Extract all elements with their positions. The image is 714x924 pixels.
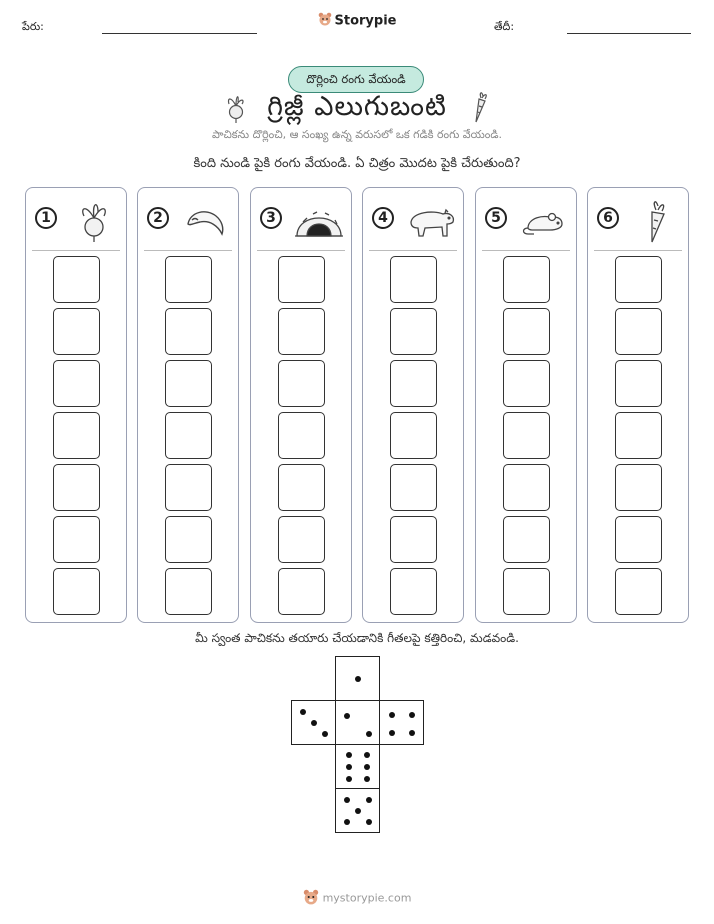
color-box[interactable] — [165, 308, 212, 355]
date-line[interactable] — [567, 33, 691, 34]
brand-name: Storypie — [334, 13, 397, 29]
color-box[interactable] — [165, 412, 212, 459]
pip — [322, 731, 328, 737]
color-box[interactable] — [390, 412, 437, 459]
color-box[interactable] — [390, 308, 437, 355]
cut-instruction: మీ స్వంత పాచికను తయారు చేయడానికి గీతలపై కత్తిరించి, మడవండి. — [195, 631, 519, 645]
claw-icon — [180, 198, 232, 244]
pip — [366, 797, 372, 803]
pip — [409, 712, 415, 718]
color-box[interactable] — [278, 360, 325, 407]
pip — [344, 819, 350, 825]
color-box[interactable] — [615, 516, 662, 563]
column-6 — [587, 187, 689, 623]
beet-icon — [68, 198, 120, 244]
activity-badge: దొర్లించి రంగు వేయండి — [288, 66, 424, 93]
pip — [355, 676, 361, 682]
column-5 — [475, 187, 577, 623]
footer-url[interactable]: mystorypie.com — [322, 891, 412, 905]
pip — [364, 776, 370, 782]
color-box[interactable] — [278, 464, 325, 511]
color-box[interactable] — [615, 360, 662, 407]
color-box[interactable] — [278, 308, 325, 355]
bear-logo-icon — [303, 889, 319, 908]
column-number: 2 — [147, 207, 169, 229]
color-box[interactable] — [503, 464, 550, 511]
color-box[interactable] — [615, 412, 662, 459]
pip — [389, 730, 395, 736]
color-box[interactable] — [165, 516, 212, 563]
color-box[interactable] — [390, 360, 437, 407]
column-1 — [25, 187, 127, 623]
pip — [300, 709, 306, 715]
dice-face-2 — [335, 700, 380, 745]
dice-face-3 — [291, 700, 336, 745]
pip — [364, 752, 370, 758]
column-3 — [250, 187, 352, 623]
column-divider — [369, 250, 457, 251]
bear-icon — [405, 198, 457, 244]
column-number: 4 — [372, 207, 394, 229]
column-divider — [32, 250, 120, 251]
column-number: 1 — [35, 207, 57, 229]
brand-logo — [0, 12, 714, 30]
color-box[interactable] — [278, 568, 325, 615]
page-title: గ్రిజ్లీ ఎలుగుబంటి — [267, 91, 447, 122]
dice-face-4 — [379, 700, 424, 745]
column-divider — [482, 250, 570, 251]
color-box[interactable] — [503, 256, 550, 303]
pip — [409, 730, 415, 736]
color-box[interactable] — [615, 464, 662, 511]
pip — [344, 713, 350, 719]
date-label: తేదీ: — [494, 20, 515, 33]
carrot-icon — [630, 198, 682, 244]
color-box[interactable] — [165, 256, 212, 303]
column-number: 5 — [485, 207, 507, 229]
color-box[interactable] — [53, 412, 100, 459]
color-box[interactable] — [503, 516, 550, 563]
column-divider — [594, 250, 682, 251]
dice-face-5 — [335, 788, 380, 833]
footer — [0, 889, 714, 908]
color-box[interactable] — [390, 464, 437, 511]
pip — [311, 720, 317, 726]
instruction-text: కింది నుండి పైకి రంగు వేయండి. ఏ చిత్రం మొదట పైకి చేరుతుంది? — [193, 156, 521, 171]
color-box[interactable] — [278, 412, 325, 459]
pip — [346, 764, 352, 770]
cave-icon — [293, 198, 345, 244]
color-box[interactable] — [53, 516, 100, 563]
name-label: పేరు: — [22, 20, 44, 33]
bear-logo-icon — [318, 12, 332, 30]
pip — [366, 819, 372, 825]
color-box[interactable] — [503, 568, 550, 615]
color-box[interactable] — [503, 360, 550, 407]
color-box[interactable] — [503, 308, 550, 355]
column-divider — [257, 250, 345, 251]
carrot-icon — [467, 90, 491, 124]
color-box[interactable] — [165, 568, 212, 615]
color-box[interactable] — [615, 568, 662, 615]
dice-face-6 — [335, 744, 380, 789]
subtitle: పాచికను దొర్లించి, ఆ సంఖ్య ఉన్న వరుసలో ఒక గడికి రంగు వేయండి. — [212, 128, 502, 141]
color-box[interactable] — [53, 568, 100, 615]
color-box[interactable] — [503, 412, 550, 459]
color-box[interactable] — [53, 464, 100, 511]
color-box[interactable] — [165, 360, 212, 407]
pip — [346, 776, 352, 782]
pip — [364, 764, 370, 770]
color-box[interactable] — [278, 256, 325, 303]
color-box[interactable] — [390, 516, 437, 563]
color-box[interactable] — [390, 256, 437, 303]
color-box[interactable] — [615, 308, 662, 355]
pip — [366, 731, 372, 737]
color-box[interactable] — [165, 464, 212, 511]
pip — [344, 797, 350, 803]
pip — [355, 808, 361, 814]
column-number: 6 — [597, 207, 619, 229]
color-box[interactable] — [53, 256, 100, 303]
name-line[interactable] — [102, 33, 257, 34]
pip — [389, 712, 395, 718]
column-number: 3 — [260, 207, 282, 229]
column-4 — [362, 187, 464, 623]
pip — [346, 752, 352, 758]
dice-face-1 — [335, 656, 380, 701]
color-box[interactable] — [53, 360, 100, 407]
mouse-icon — [518, 198, 570, 244]
color-box[interactable] — [390, 568, 437, 615]
column-2 — [137, 187, 239, 623]
color-box[interactable] — [278, 516, 325, 563]
color-box[interactable] — [615, 256, 662, 303]
color-box[interactable] — [53, 308, 100, 355]
column-divider — [144, 250, 232, 251]
